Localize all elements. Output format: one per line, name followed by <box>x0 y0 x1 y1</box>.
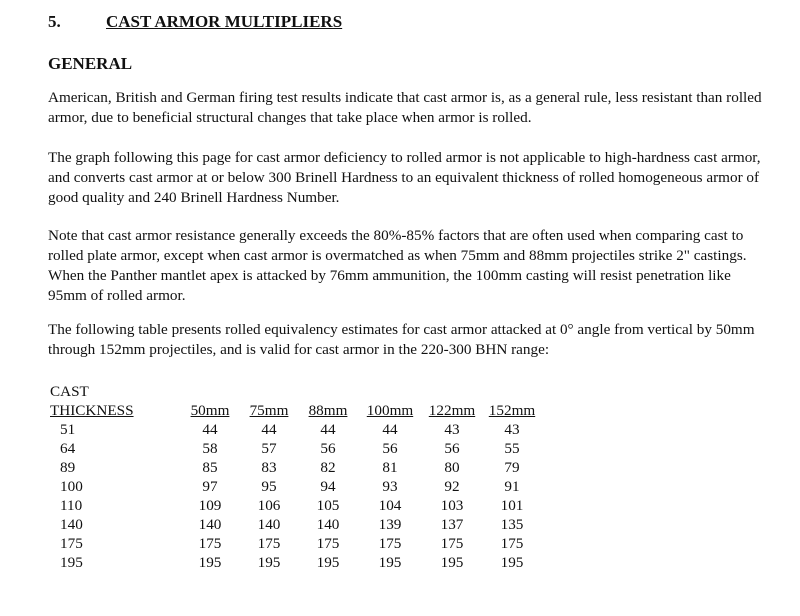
value-cell: 195 <box>378 554 402 571</box>
section-title: CAST ARMOR MULTIPLIERS <box>106 12 343 31</box>
table-row <box>50 534 542 553</box>
value-cell: 44 <box>320 421 336 438</box>
value-cell: 80 <box>444 459 460 476</box>
column-header: 152mm <box>488 402 536 419</box>
value-cell: 140 <box>316 516 340 533</box>
value-cell: 97 <box>202 478 218 495</box>
column-header: 122mm <box>428 402 476 419</box>
paragraph: American, British and German firing test results indicate that cast armor is, as a general rule, less resistant than rolled armor, due to beneficial structural changes that take place when armor is rolled. <box>48 89 762 126</box>
value-cell: 101 <box>500 497 524 514</box>
column-header: 100mm <box>366 402 414 419</box>
value-cell: 43 <box>444 421 460 438</box>
table-row <box>50 458 542 477</box>
column-header: 75mm <box>249 402 289 419</box>
column-header: 88mm <box>308 402 348 419</box>
value-cell: 175 <box>198 535 222 552</box>
value-cell: 43 <box>504 421 520 438</box>
value-cell: 175 <box>440 535 464 552</box>
value-cell: 56 <box>320 440 336 457</box>
value-cell: 103 <box>440 497 464 514</box>
value-cell: 195 <box>440 554 464 571</box>
table-row <box>50 439 542 458</box>
table-row <box>50 553 542 572</box>
value-cell: 55 <box>504 440 520 457</box>
table-header-row <box>50 401 542 420</box>
thickness-cell: 110 <box>60 497 83 514</box>
value-cell: 135 <box>500 516 524 533</box>
section-heading <box>48 12 342 32</box>
value-cell: 82 <box>320 459 336 476</box>
thickness-cell: 195 <box>60 554 83 571</box>
thickness-cell: 100 <box>60 478 83 495</box>
value-cell: 195 <box>257 554 281 571</box>
section-subtitle: GENERAL <box>48 54 133 73</box>
value-cell: 105 <box>316 497 340 514</box>
header-cast-label: CAST <box>50 383 89 400</box>
value-cell: 57 <box>261 440 277 457</box>
value-cell: 92 <box>444 478 460 495</box>
column-header: 50mm <box>190 402 230 419</box>
table-row <box>50 420 542 439</box>
value-cell: 85 <box>202 459 218 476</box>
table-row <box>50 496 542 515</box>
value-cell: 56 <box>382 440 398 457</box>
value-cell: 91 <box>504 478 520 495</box>
value-cell: 93 <box>382 478 398 495</box>
value-cell: 44 <box>382 421 398 438</box>
value-cell: 140 <box>198 516 222 533</box>
thickness-cell: 51 <box>60 421 76 438</box>
cast-armor-table <box>50 382 542 572</box>
value-cell: 109 <box>198 497 222 514</box>
value-cell: 94 <box>320 478 336 495</box>
value-cell: 175 <box>257 535 281 552</box>
value-cell: 137 <box>440 516 464 533</box>
value-cell: 81 <box>382 459 398 476</box>
value-cell: 58 <box>202 440 218 457</box>
value-cell: 95 <box>261 478 277 495</box>
table-header-top-row <box>50 382 542 401</box>
value-cell: 175 <box>378 535 402 552</box>
value-cell: 44 <box>261 421 277 438</box>
value-cell: 195 <box>198 554 222 571</box>
table-row <box>50 515 542 534</box>
value-cell: 175 <box>500 535 524 552</box>
thickness-cell: 140 <box>60 516 83 533</box>
value-cell: 106 <box>257 497 281 514</box>
paragraph: The following table presents rolled equivalency estimates for cast armor attacked at 0° angle from vertical by 50mm through 152mm projectiles, and is valid for cast armor in the 220-300 BHN range: <box>48 321 755 358</box>
value-cell: 139 <box>378 516 402 533</box>
value-cell: 175 <box>316 535 340 552</box>
value-cell: 104 <box>378 497 402 514</box>
header-thickness-label: THICKNESS <box>50 402 134 419</box>
paragraph: Note that cast armor resistance generally exceeds the 80%-85% factors that are often used when comparing cast to rolled plate armor, except when cast armor is overmatched as when 75mm and 88mm projectiles strike 2" castings. When the Panther mantlet apex is attacked by 76mm ammunition, the 100mm casting will resist penetration like 95mm of rolled armor. <box>48 227 747 304</box>
value-cell: 79 <box>504 459 520 476</box>
thickness-cell: 89 <box>60 459 76 476</box>
thickness-cell: 64 <box>60 440 76 457</box>
table-row <box>50 477 542 496</box>
value-cell: 140 <box>257 516 281 533</box>
thickness-cell: 175 <box>60 535 83 552</box>
section-number: 5. <box>48 12 61 31</box>
value-cell: 195 <box>500 554 524 571</box>
value-cell: 83 <box>261 459 277 476</box>
value-cell: 56 <box>444 440 460 457</box>
paragraph: The graph following this page for cast armor deficiency to rolled armor is not applicable to high-hardness cast armor, and converts cast armor at or below 300 Brinell Hardness to an equivalent thickness of rolled homogeneous armor of good quality and 240 Brinell Hardness Number. <box>48 149 761 206</box>
value-cell: 44 <box>202 421 218 438</box>
value-cell: 195 <box>316 554 340 571</box>
